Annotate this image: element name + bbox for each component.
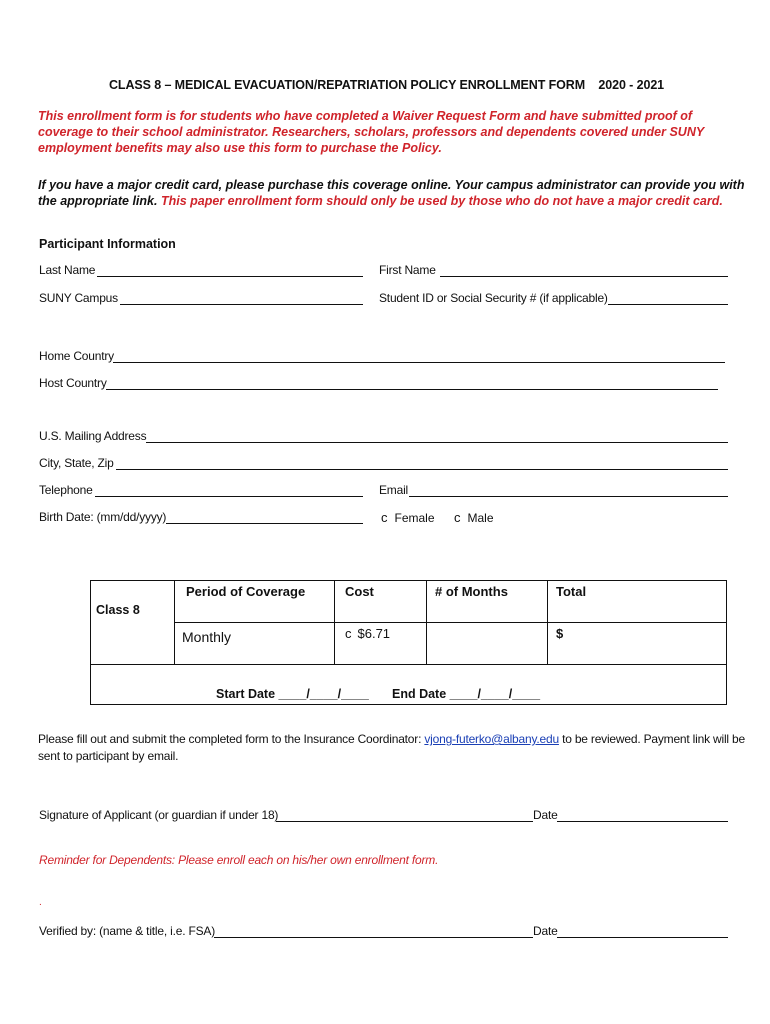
start-date-field[interactable]: Start Date ____/____/____ (216, 687, 369, 701)
city-state-zip-label: City, State, Zip (39, 456, 114, 470)
table-divider (90, 664, 727, 665)
city-state-zip-field[interactable] (116, 469, 728, 470)
months-header: # of Months (435, 584, 508, 599)
mailing-address-field[interactable] (146, 442, 728, 443)
birth-date-field[interactable] (166, 523, 363, 524)
host-country-field[interactable] (106, 389, 718, 390)
stray-dot: . (39, 897, 42, 908)
applicant-signature-field[interactable] (276, 821, 533, 822)
suny-campus-field[interactable] (120, 304, 363, 305)
applicant-signature-label: Signature of Applicant (or guardian if under 18) (39, 808, 279, 822)
mailing-address-label: U.S. Mailing Address (39, 429, 147, 443)
submission-instructions (38, 731, 750, 765)
cost-option[interactable] (345, 626, 390, 641)
credit-card-instruction: If you have a major credit card, please purchase this coverage online. Your campus administrator can provide you with the appropriate link. (38, 178, 745, 208)
birth-date-label: Birth Date: (mm/dd/yyyy) (39, 510, 167, 524)
coordinator-email-link[interactable]: vjong-futerko@albany.edu (424, 732, 559, 746)
female-radio-icon[interactable]: c (381, 510, 388, 525)
email-label: Email (379, 483, 409, 497)
last-name-field[interactable] (97, 276, 363, 277)
male-option[interactable] (454, 510, 494, 525)
first-name-label: First Name (379, 263, 436, 277)
signature-date-field[interactable] (557, 821, 728, 822)
table-divider (174, 622, 727, 623)
verified-date-field[interactable] (557, 937, 728, 938)
first-name-field[interactable] (440, 276, 728, 277)
intro-paragraph-eligibility: This enrollment form is for students who have completed a Waiver Request Form and have submitted proof of coverage to their school administrator. Researchers, scholars, professors and dependents covered under SUNY employment benefits may also use this form to purchase the Policy. (38, 109, 704, 155)
male-label: Male (467, 511, 494, 525)
student-id-field[interactable] (608, 304, 728, 305)
period-header: Period of Coverage (186, 584, 306, 599)
verified-by-label: Verified by: (name & title, i.e. FSA) (39, 924, 216, 938)
verified-by-field[interactable] (214, 937, 533, 938)
home-country-label: Home Country (39, 349, 114, 363)
participant-section-title: Participant Information (39, 237, 176, 251)
host-country-label: Host Country (39, 376, 107, 390)
cost-value: $6.71 (357, 626, 391, 641)
paper-form-warning: This paper enrollment form should only be used by those who do not have a major credit card. (160, 194, 723, 208)
female-label: Female (394, 511, 435, 525)
student-id-label: Student ID or Social Security # (if applicable) (379, 291, 608, 305)
home-country-field[interactable] (113, 362, 725, 363)
form-title-text: CLASS 8 – MEDICAL EVACUATION/REPATRIATION POLICY ENROLLMENT FORM (109, 78, 586, 92)
telephone-label: Telephone (39, 483, 93, 497)
total-header: Total (556, 584, 587, 599)
instructions-text-end: to be reviewed. Payment link will be sent to participant by email. (38, 732, 745, 763)
form-title (109, 78, 664, 92)
signature-date-label: Date (533, 808, 558, 822)
female-option[interactable] (381, 510, 435, 525)
total-value: $ (556, 626, 564, 641)
male-radio-icon[interactable]: c (454, 510, 461, 525)
cost-header: Cost (345, 584, 374, 599)
form-year: 2020 - 2021 (598, 78, 665, 92)
telephone-field[interactable] (95, 496, 363, 497)
period-value: Monthly (182, 629, 232, 645)
class-label: Class 8 (96, 603, 140, 617)
cost-radio-icon[interactable]: c (345, 626, 352, 641)
email-field[interactable] (409, 496, 728, 497)
suny-campus-label: SUNY Campus (39, 291, 118, 305)
intro-paragraph-credit-card (38, 177, 748, 209)
dependents-reminder: Reminder for Dependents: Please enroll each on his/her own enrollment form. (39, 853, 439, 867)
last-name-label: Last Name (39, 263, 96, 277)
end-date-field[interactable]: End Date ____/____/____ (392, 687, 541, 701)
instructions-text: Please fill out and submit the completed form to the Insurance Coordinator: (38, 732, 425, 746)
verified-date-label: Date (533, 924, 558, 938)
